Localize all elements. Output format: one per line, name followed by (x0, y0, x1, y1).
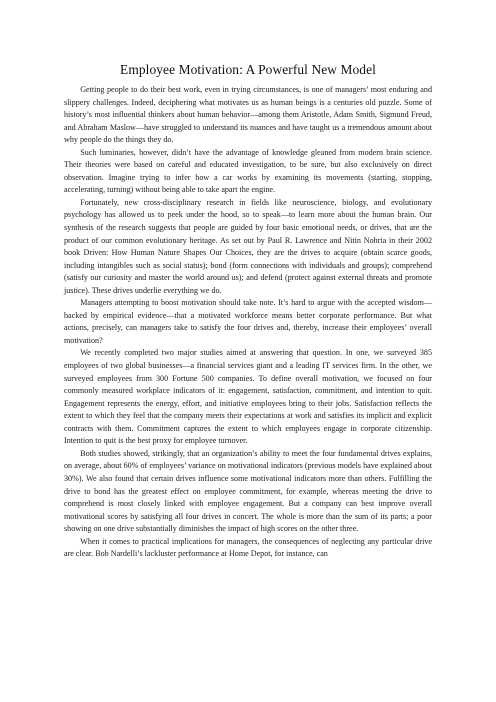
document-title: Employee Motivation: A Powerful New Model (120, 62, 376, 77)
paragraph-4: Managers attempting to boost motivation should take note. It’s hard to argue with the accepted wisdom—backed by empirical evidence—that a motivated workforce means better corporate performance. But what actions, precisely, can managers take to satisfy the four drives and, thereby, increase their employees’ overall motivation? (64, 298, 432, 345)
paragraph-7: When it comes to practical implications for managers, the consequences of neglecting any particular drive are clear. Bob Nardelli’s lackluster performance at Home Depot, for instance, can (64, 536, 432, 559)
paragraph-1: Getting people to do their best work, even in trying circumstances, is one of managers’ most enduring and slippery challenges. Indeed, deciphering what motivates us as human beings is a centuries old puzzle. Some of history’s most influential thinkers about human behavior—among them Aristotle, Adam Smith, Sigmund Freud, and Abraham Maslow—have struggled to understand its nuances and have taught us a tremendous amount about why people do the things they do. (64, 85, 432, 145)
paragraph-3: Fortunately, new cross-disciplinary research in fields like neuroscience, biology, and evolutionary psychology has allowed us to peek under the hood, so to speak—to learn more about the human brain. Our synthesis of the research suggests that people are guided by four basic emotional needs, or drives, that are the product of our common evolutionary heritage. As set out by Paul R. Lawrence and Nitin Nohria in their 2002 book Driven: How Human Nature Shapes Our Choices, they are the drives to acquire (obtain scarce goods, including intangibles such as social status); bond (form connections with individuals and groups); comprehend (satisfy our curiosity and master the world around us); and defend (protect against external threats and promote justice). These drives underlie everything we do. (64, 197, 432, 295)
paragraph-6: Both studies showed, strikingly, that an organization’s ability to meet the four fundamental drives explains, on average, about 60% of employees’ variance on motivational indicators (previous models have explained about 30%). We also found that certain drives influence some motivational indicators more than others. Fulfilling the drive to bond has the greatest effect on employee commitment, for example, whereas meeting the drive to comprehend is most closely linked with employee engagement. But a company can best improve overall motivational scores by satisfying all four drives in concert. The whole is more than the sum of its parts; a poor showing on one drive substantially diminishes the impact of high scores on the other three. (64, 448, 432, 534)
paragraph-5: We recently completed two major studies aimed at answering that question. In one, we surveyed 385 employees of two global businesses—a financial services giant and a leading IT services firm. In the other, we surveyed employees from 300 Fortune 500 companies. To define overall motivation, we focused on four commonly measured workplace indicators of it: engagement, satisfaction, commitment, and intention to quit. Engagement represents the energy, effort, and initiative employees bring to their jobs. Satisfaction reflects the extent to which they feel that the company meets their expectations at work and satisfies its implicit and explicit contracts with them. Commitment captures the extent to which employees engage in corporate citizenship. Intention to quit is the best proxy for employee turnover. (64, 348, 432, 446)
paragraph-2: Such luminaries, however, didn’t have the advantage of knowledge gleaned from modern brain science. Their theories were based on careful and educated investigation, to be sure, but also exclusively on direct observation. Imagine trying to infer how a car works by examining its movements (starting, stopping, accelerating, turning) without being able to take apart the engine. (64, 147, 432, 195)
document-body (64, 84, 432, 561)
document-page (64, 62, 432, 561)
